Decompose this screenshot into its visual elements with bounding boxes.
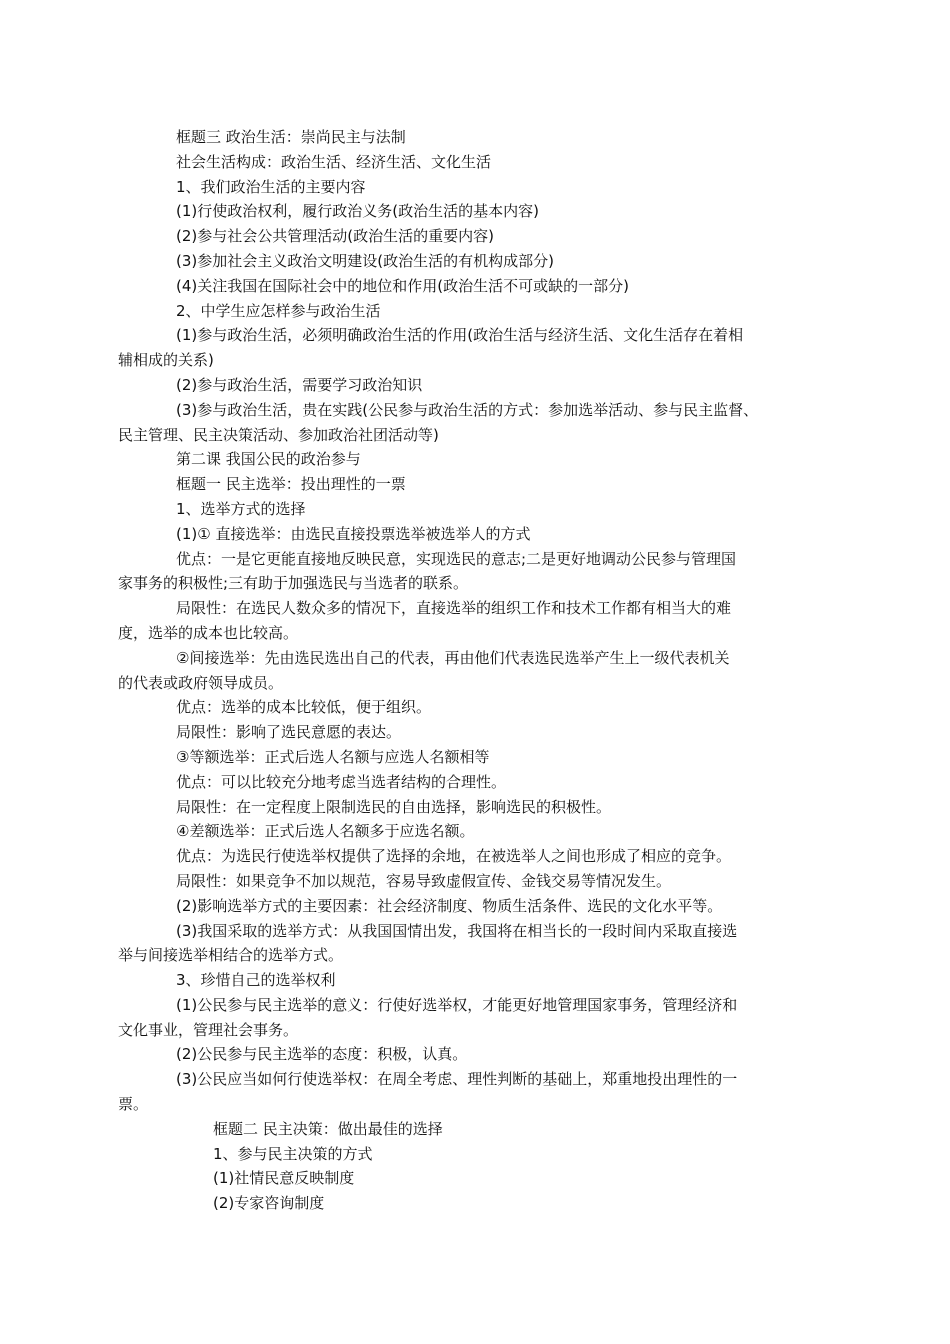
section-heading: 2、中学生应怎样参与政治生活 xyxy=(176,301,381,320)
list-item: (3)参与政治生活，贵在实践(公民参与政治生活的方式：参加选举活动、参与民主监督、 xyxy=(176,400,759,419)
list-item-continuation: 举与间接选举相结合的选举方式。 xyxy=(118,946,344,965)
list-item: (3)参加社会主义政治文明建设(政治生活的有机构成部分) xyxy=(176,251,554,270)
paragraph-line: 局限性：在一定程度上限制选民的自由选择，影响选民的积极性。 xyxy=(176,797,612,816)
section-heading: 1、选举方式的选择 xyxy=(176,499,306,518)
paragraph-line: 局限性：如果竞争不加以规范，容易导致虚假宣传、金钱交易等情况发生。 xyxy=(176,871,672,890)
list-item-continuation: 文化事业，管理社会事务。 xyxy=(118,1020,299,1039)
list-item: (2)专家咨询制度 xyxy=(213,1194,325,1213)
list-item: (4)关注我国在国际社会中的地位和作用(政治生活不可或缺的一部分) xyxy=(176,276,629,295)
heading-frame-2: 框题二 民主决策：做出最佳的选择 xyxy=(213,1119,443,1138)
heading-frame-3: 框题三 政治生活：崇尚民主与法制 xyxy=(176,128,406,146)
paragraph-line: 社会生活构成：政治生活、经济生活、文化生活 xyxy=(176,152,492,171)
list-item-continuation: 民主管理、民主决策活动、参加政治社团活动等) xyxy=(118,425,439,444)
list-item-continuation: 票。 xyxy=(118,1095,149,1114)
list-item: (3)我国采取的选举方式：从我国国情出发，我国将在相当长的一段时间内采取直接选 xyxy=(176,921,738,940)
paragraph-continuation: 的代表或政府领导成员。 xyxy=(118,673,284,692)
paragraph-line: ③等额选举：正式后选人名额与应选人名额相等 xyxy=(176,747,490,766)
list-item: (2)参与社会公共管理活动(政治生活的重要内容) xyxy=(176,227,494,246)
lesson-heading: 第二课 我国公民的政治参与 xyxy=(176,450,361,469)
list-item: (1)社情民意反映制度 xyxy=(213,1169,355,1188)
paragraph-continuation: 家事务的积极性;三有助于加强选民与当选者的联系。 xyxy=(118,574,469,593)
paragraph-line: ④差额选举：正式后选人名额多于应选名额。 xyxy=(176,822,475,841)
paragraph-line: ②间接选举：先由选民选出自己的代表，再由他们代表选民选举产生上一级代表机关 xyxy=(176,648,730,667)
heading-frame-1: 框题一 民主选举：投出理性的一票 xyxy=(176,475,406,494)
paragraph-line: 优点：为选民行使选举权提供了选择的余地，在被选举人之间也形成了相应的竞争。 xyxy=(176,847,732,866)
paragraph-line: 局限性：在选民人数众多的情况下，直接选举的组织工作和技术工作都有相当大的难 xyxy=(176,599,732,618)
list-item: (2)公民参与民主选举的态度：积极，认真。 xyxy=(176,1045,468,1064)
section-heading: 1、我们政治生活的主要内容 xyxy=(176,177,366,196)
paragraph-line: 优点：可以比较充分地考虑当选者结构的合理性。 xyxy=(176,772,507,791)
section-heading: 1、参与民主决策的方式 xyxy=(213,1144,373,1163)
paragraph-line: 优点：一是它更能直接地反映民意，实现选民的意志;二是更好地调动公民参与管理国 xyxy=(176,549,737,568)
list-item: (1)参与政治生活，必须明确政治生活的作用(政治生活与经济生活、文化生活存在着相 xyxy=(176,326,744,345)
paragraph-continuation: 度，选举的成本也比较高。 xyxy=(118,623,299,642)
list-item: (1)行使政治权利，履行政治义务(政治生活的基本内容) xyxy=(176,202,539,221)
list-item-continuation: 辅相成的关系) xyxy=(118,351,214,370)
list-item: (1)公民参与民主选举的意义：行使好选举权，才能更好地管理国家事务，管理经济和 xyxy=(176,995,738,1014)
document-body xyxy=(118,125,818,1216)
list-item: (2)影响选举方式的主要因素：社会经济制度、物质生活条件、选民的文化水平等。 xyxy=(176,896,723,915)
paragraph-line: 局限性：影响了选民意愿的表达。 xyxy=(176,723,402,742)
paragraph-line: 优点：选举的成本比较低，便于组织。 xyxy=(176,698,432,717)
list-item: (1)① 直接选举：由选民直接投票选举被选举人的方式 xyxy=(176,524,531,543)
section-heading: 3、珍惜自己的选举权利 xyxy=(176,971,336,990)
list-item: (3)公民应当如何行使选举权：在周全考虑、理性判断的基础上，郑重地投出理性的一 xyxy=(176,1070,738,1089)
list-item: (2)参与政治生活，需要学习政治知识 xyxy=(176,375,423,394)
